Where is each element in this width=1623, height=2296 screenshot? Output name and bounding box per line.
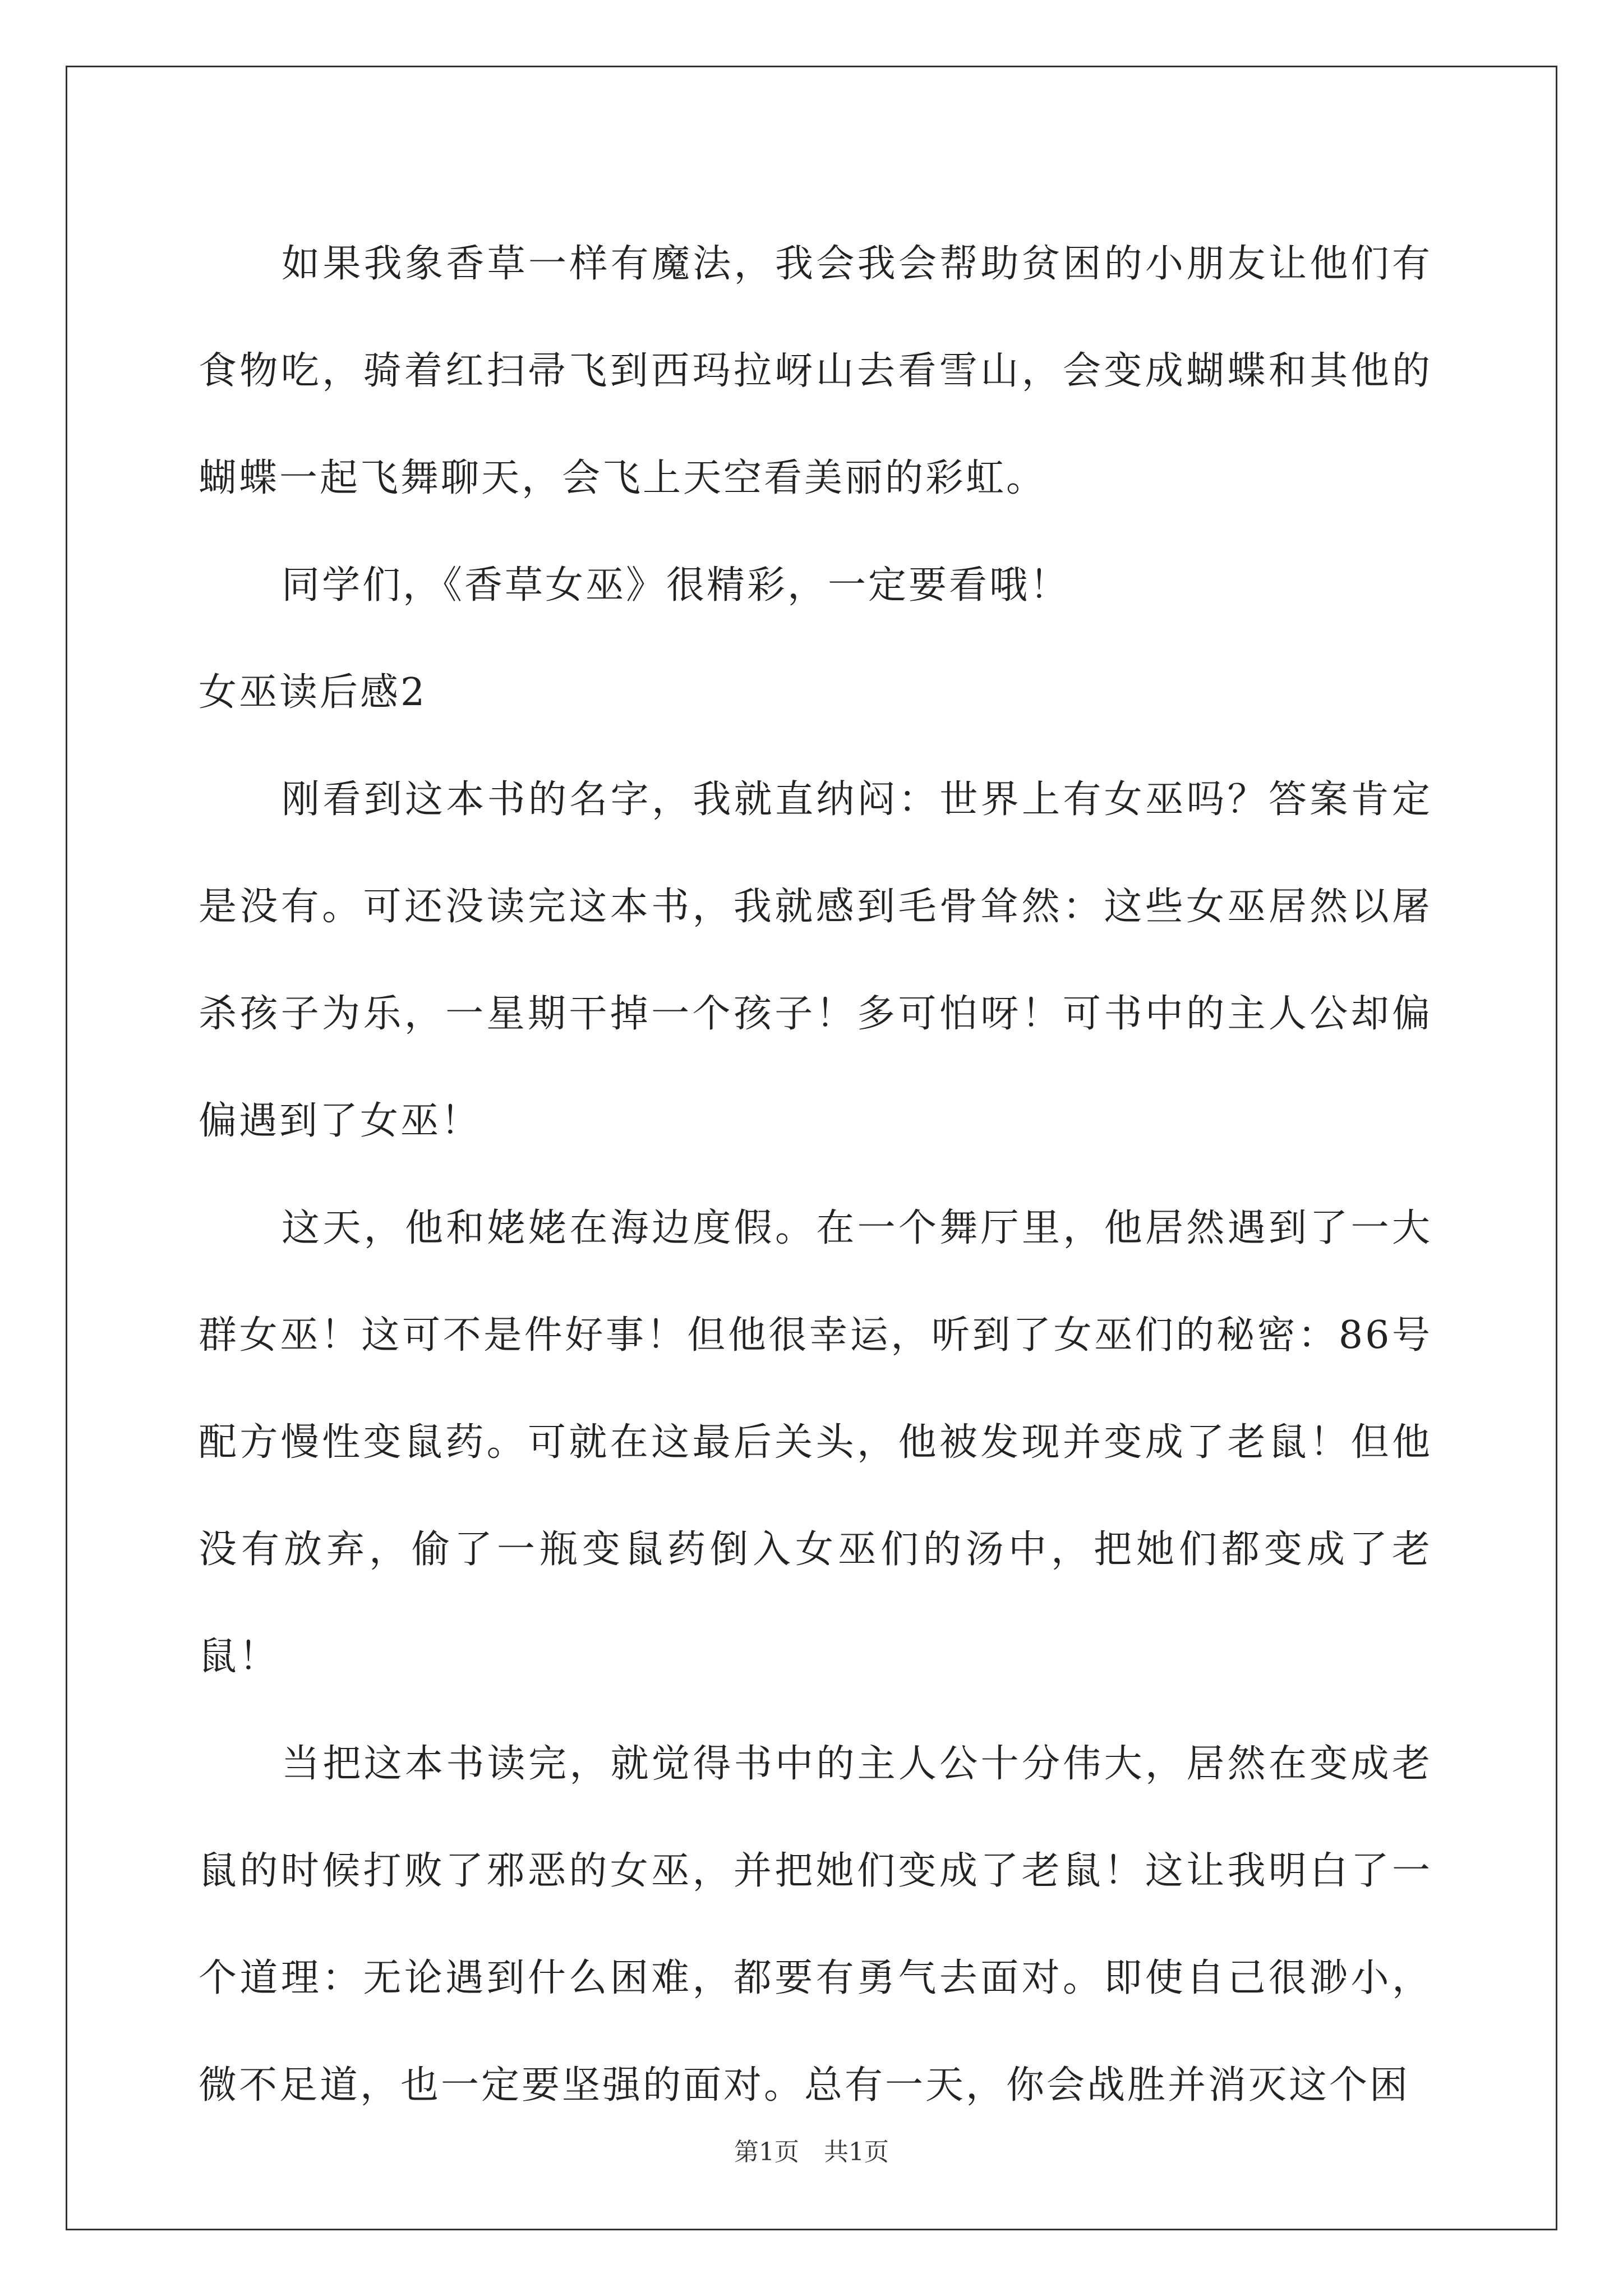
section-heading: 女巫读后感2 <box>199 670 427 715</box>
paragraph-story-summary: 这天，他和姥姥在海边度假。在一个舞厅里，他居然遇到了一大群女巫！这可不是件好事！但他很幸运，听到了女巫们的秘密：86号配方慢性变鼠药。可就在这最后关头，他被发现并变成了老鼠！但他没有放弃，偷了一瓶变鼠药倒入女巫们的汤中，把她们都变成了老鼠！ <box>199 1206 1432 1679</box>
paragraph-reflection: 当把这本书读完，就觉得书中的主人公十分伟大，居然在变成老鼠的时候打败了邪恶的女巫，并把她们变成了老鼠！这让我明白了一个道理：无论遇到什么困难，都要有勇气去面对。即使自己很渺小，微不足道，也一定要坚强的面对。总有一天，你会战胜并消灭这个困 <box>199 1742 1432 2108</box>
paragraph-recommendation: 同学们，《香草女巫》很精彩，一定要看哦！ <box>282 563 1071 608</box>
paragraph-magic-wish: 如果我象香草一样有魔法，我会我会帮助贫困的小朋友让他们有食物吃，骑着红扫帚飞到西玛拉岈山去看雪山，会变成蝴蝶和其他的蝴蝶一起飞舞聊天，会飞上天空看美丽的彩虹。 <box>199 242 1432 500</box>
paragraph-book-intro: 刚看到这本书的名字，我就直纳闷：世界上有女巫吗？答案肯定是没有。可还没读完这本书，我就感到毛骨耸然：这些女巫居然以屠杀孩子为乐，一星期干掉一个孩子！多可怕呀！可书中的主人公却偏偏遇到了女巫！ <box>199 777 1432 1143</box>
page-number-footer: 第1页 共1页 <box>734 2138 889 2166</box>
document-body <box>199 210 1432 2139</box>
